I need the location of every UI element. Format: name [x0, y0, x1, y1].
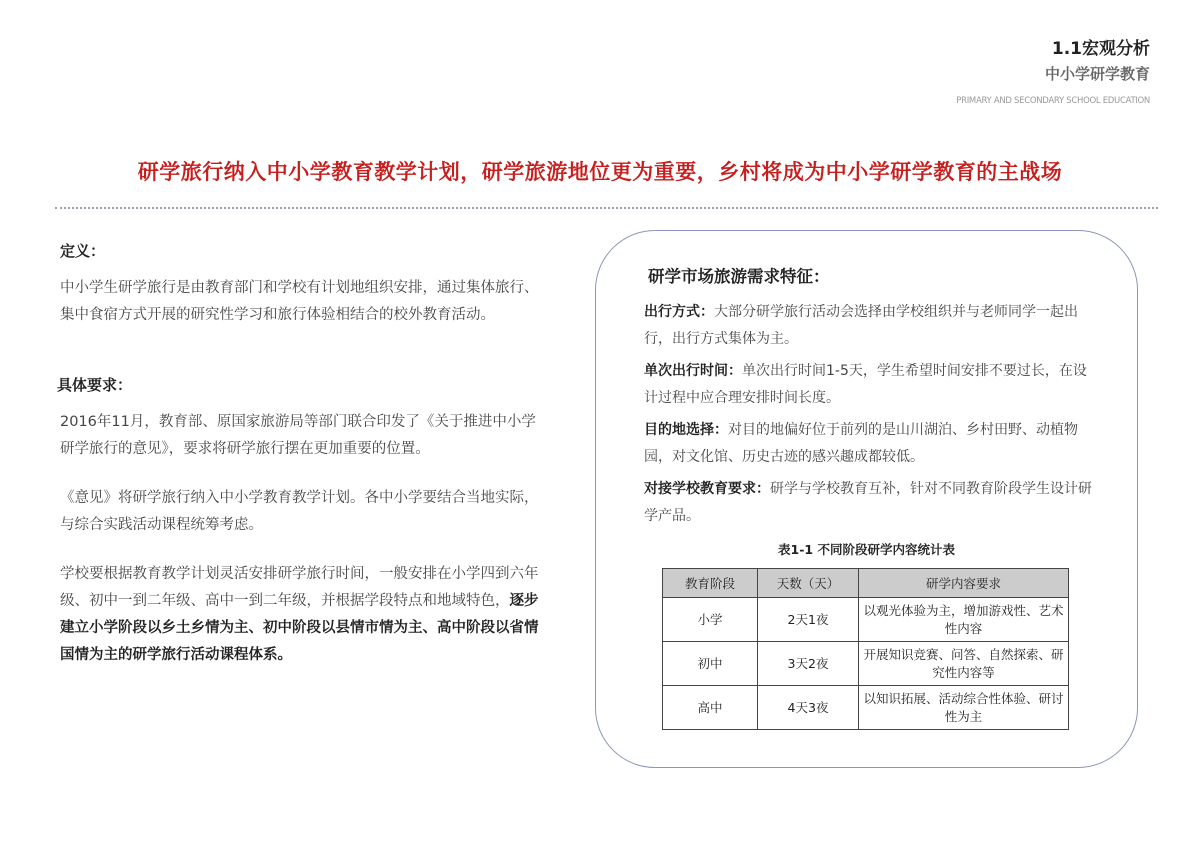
item-text: 单次出行时间1-5天，学生希望时间安排不要过长，在设计过程中应合理安排时间长度。 [644, 363, 1087, 406]
item-text: 对目的地偏好位于前列的是山川湖泊、乡村田野、动植物园，对文化馆、历史古迹的感兴趣成都较低。 [644, 422, 1078, 465]
table-caption: 表1-1 不同阶段研学内容统计表 [778, 542, 955, 557]
table-row [663, 642, 1069, 686]
column-header: 教育阶段 [663, 569, 758, 598]
demand-item [644, 358, 1099, 412]
section-subtitle: 中小学研学教育 [1044, 65, 1150, 83]
paragraph-text: 学校要根据教育教学计划灵活安排研学旅行时间，一般安排在小学四到六年级、初中一到二年级、高中一到二年级，并根据学段特点和地域特色， [60, 566, 539, 609]
paragraph-bold-text: 逐步建立小学阶段以乡土乡情为主、初中阶段以县情市情为主、高中阶段以省情国情为主的研学旅行活动课程体系。 [60, 593, 539, 663]
item-text: 大部分研学旅行活动会选择由学校组织并与老师同学一起出行，出行方式集体为主。 [644, 304, 1078, 347]
table-cell: 初中 [663, 642, 758, 686]
table-cell: 高中 [663, 686, 758, 730]
demand-item [644, 299, 1099, 353]
stage-content-table [662, 568, 1069, 730]
left-column [57, 238, 540, 669]
section-english: PRIMARY AND SECONDARY SCHOOL EDUCATION [956, 96, 1150, 106]
table-cell: 开展知识竞赛、问答、自然探索、研究性内容等 [859, 642, 1069, 686]
table-header-row [663, 569, 1069, 598]
page-title: 研学旅行纳入中小学教育教学计划，研学旅游地位更为重要，乡村将成为中小学研学教育的主战场 [137, 160, 1063, 184]
item-label: 出行方式： [644, 304, 714, 320]
panel-heading: 研学市场旅游需求特征： [648, 267, 830, 286]
requirement-paragraph: 《意见》将研学旅行纳入中小学教育教学计划。各中小学要结合当地实际，与综合实践活动课程统筹考虑。 [60, 490, 539, 533]
section-number: 1.1宏观分析 [1051, 39, 1150, 59]
demand-list [644, 299, 1099, 535]
table-row [663, 686, 1069, 730]
item-label: 目的地选择： [644, 422, 728, 438]
item-label: 单次出行时间： [644, 363, 742, 379]
table-row [663, 598, 1069, 642]
table-cell: 小学 [663, 598, 758, 642]
item-label: 对接学校教育要求： [644, 481, 770, 497]
demand-item [644, 476, 1099, 530]
demand-item [644, 417, 1099, 471]
column-header: 研学内容要求 [859, 569, 1069, 598]
requirement-paragraph [60, 561, 540, 669]
requirement-paragraph: 2016年11月，教育部、原国家旅游局等部门联合印发了《关于推进中小学研学旅行的意见》，要求将研学旅行摆在更加重要的位置。 [60, 414, 536, 457]
column-header: 天数（天） [758, 569, 859, 598]
definition-text: 中小学生研学旅行是由教育部门和学校有计划地组织安排，通过集体旅行、集中食宿方式开展的研究性学习和旅行体验相结合的校外教育活动。 [60, 280, 539, 323]
divider [55, 207, 1158, 209]
table-cell: 3天2夜 [758, 642, 859, 686]
item-text: 研学与学校教育互补，针对不同教育阶段学生设计研学产品。 [644, 481, 1092, 524]
table-cell: 以知识拓展、活动综合性体验、研讨性为主 [859, 686, 1069, 730]
definition-heading: 定义： [60, 242, 106, 260]
market-demand-panel [595, 230, 1138, 768]
section-header [956, 34, 1150, 106]
table-cell: 以观光体验为主，增加游戏性、艺术性内容 [859, 598, 1069, 642]
table-cell: 2天1夜 [758, 598, 859, 642]
table-cell: 4天3夜 [758, 686, 859, 730]
requirements-heading: 具体要求： [57, 376, 133, 394]
